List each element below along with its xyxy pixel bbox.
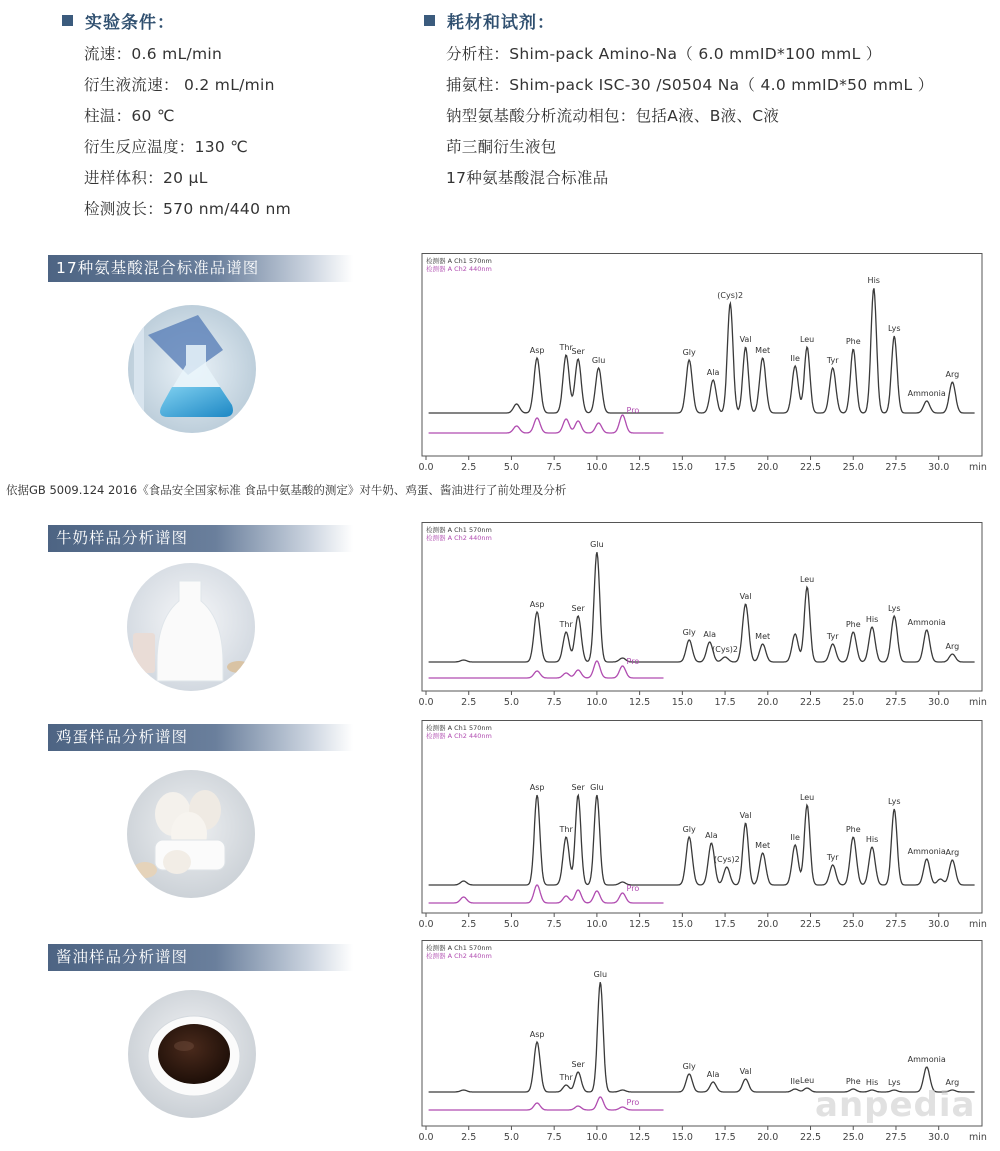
- peak-label: Ile: [790, 833, 800, 842]
- materials-heading: [424, 8, 934, 33]
- peak-label: Asp: [529, 346, 545, 355]
- x-tick-label: 5.0: [503, 462, 520, 473]
- x-tick-label: 20.0: [757, 462, 779, 473]
- material-trap-column: 捕氨柱：Shim-pack ISC-30 /S0504 Na（ 4.0 mmID*50 mmL ）: [446, 76, 934, 94]
- peak-label: Leu: [799, 793, 815, 802]
- peak-label-ch2: Pro: [626, 657, 640, 666]
- legend-ch2: 检测器 A Ch2 440nm: [426, 265, 492, 273]
- x-tick-label: 2.5: [461, 462, 477, 473]
- peak-label: Thr: [559, 620, 573, 629]
- x-tick-label: 17.5: [714, 697, 736, 708]
- x-tick-label: 30.0: [928, 697, 950, 708]
- peak-label: Thr: [559, 343, 573, 352]
- condition-deriv-flow: 衍生液流速： 0.2 mL/min: [84, 76, 275, 94]
- peak-label: Thr: [559, 825, 573, 834]
- flask-photo: [128, 305, 256, 433]
- conditions-list: [62, 39, 291, 225]
- peak-label: Lys: [887, 604, 901, 613]
- condition-column-temp: 柱温：60 ℃: [84, 107, 175, 125]
- peak-label: Lys: [887, 797, 901, 806]
- peak-label: Asp: [529, 783, 545, 792]
- legend-ch1: 检测器 A Ch1 570nm: [426, 257, 492, 265]
- condition-wavelength: 检测波长：570 nm/440 nm: [84, 200, 291, 218]
- peak-label: (Cys)2: [712, 645, 738, 654]
- peak-label: Ser: [571, 783, 585, 792]
- peak-label-ch2: Pro: [626, 1098, 640, 1107]
- milk-photo: [127, 563, 255, 691]
- peak-label: His: [865, 1078, 879, 1087]
- peak-label: Ala: [706, 368, 720, 377]
- peak-label: Ala: [706, 1070, 720, 1079]
- square-bullet-icon: [62, 15, 73, 26]
- chart-milk: [400, 522, 990, 710]
- x-tick-label: 25.0: [842, 462, 864, 473]
- x-tick-label: 2.5: [461, 1132, 477, 1143]
- peak-label: Gly: [682, 825, 696, 834]
- x-axis-unit: min: [969, 697, 987, 708]
- x-tick-label: 30.0: [928, 919, 950, 930]
- x-tick-label: 2.5: [461, 697, 477, 708]
- peak-label-ch2: Pro: [626, 884, 640, 893]
- trace-ch2-440nm: [429, 415, 664, 433]
- peak-label: Ser: [571, 604, 585, 613]
- peak-label: Arg: [945, 642, 960, 651]
- peak-label: His: [867, 276, 880, 285]
- x-tick-label: 27.5: [885, 1132, 907, 1143]
- peak-label: Thr: [559, 1073, 573, 1082]
- peak-label: Ile: [790, 1077, 800, 1086]
- x-tick-label: 7.5: [546, 919, 562, 930]
- x-tick-label: 0.0: [418, 462, 434, 473]
- x-tick-label: 10.0: [586, 697, 608, 708]
- peak-label: Phe: [845, 1077, 861, 1086]
- peak-label: Gly: [682, 628, 696, 637]
- peak-label: Glu: [590, 783, 604, 792]
- trace-ch1-570nm: [429, 982, 975, 1092]
- conditions-heading: [62, 8, 291, 33]
- trace-ch1-570nm: [429, 795, 975, 885]
- peak-label: Lys: [887, 324, 901, 333]
- x-tick-label: 17.5: [714, 1132, 736, 1143]
- peak-label: Ala: [705, 831, 718, 840]
- peak-label: Met: [755, 632, 771, 641]
- square-bullet-icon: [424, 15, 435, 26]
- x-tick-label: 10.0: [586, 919, 608, 930]
- x-tick-label: 22.5: [799, 919, 822, 930]
- peak-label: Glu: [591, 356, 606, 365]
- x-tick-label: 22.5: [799, 462, 822, 473]
- x-tick-label: 15.0: [671, 919, 693, 930]
- material-standard: 17种氨基酸混合标准品: [446, 169, 609, 187]
- condition-reaction-temp: 衍生反应温度：130 ℃: [84, 138, 249, 156]
- materials-list: [424, 39, 934, 194]
- peak-label: Val: [739, 592, 752, 601]
- peak-label: Leu: [799, 1076, 815, 1085]
- legend-ch2: 检测器 A Ch2 440nm: [426, 732, 492, 740]
- peak-label: Val: [739, 811, 752, 820]
- banner-soy-sauce: 酱油样品分析谱图: [48, 944, 353, 971]
- x-tick-label: 5.0: [503, 697, 520, 708]
- x-tick-label: 0.0: [418, 919, 434, 930]
- peak-label: (Cys)2: [717, 291, 744, 300]
- x-tick-label: 10.0: [586, 1132, 608, 1143]
- banner-egg: 鸡蛋样品分析谱图: [48, 724, 353, 751]
- x-tick-label: 15.0: [671, 462, 693, 473]
- legend-ch1: 检测器 A Ch1 570nm: [426, 724, 492, 732]
- x-tick-label: 2.5: [461, 919, 477, 930]
- peak-label: Val: [739, 335, 752, 344]
- peak-label: Asp: [529, 600, 545, 609]
- x-tick-label: 30.0: [928, 1132, 950, 1143]
- x-tick-label: 7.5: [546, 697, 562, 708]
- x-tick-label: 5.0: [503, 1132, 520, 1143]
- peak-label: Val: [739, 1067, 752, 1076]
- trace-ch1-570nm: [429, 288, 975, 413]
- chart-egg: [400, 720, 990, 932]
- x-tick-label: 10.0: [586, 462, 608, 473]
- peak-label: Ser: [571, 1060, 585, 1069]
- peak-label: Ammonia: [907, 847, 946, 856]
- x-tick-label: 7.5: [546, 462, 562, 473]
- peak-label: Glu: [590, 540, 604, 549]
- soy-sauce-photo: [128, 990, 256, 1118]
- x-tick-label: 27.5: [885, 462, 907, 473]
- peak-label: (Cys)2: [713, 855, 740, 864]
- watermark-logo: anpedia: [815, 1085, 976, 1125]
- x-tick-label: 7.5: [546, 1132, 562, 1143]
- condition-injection-volume: 进样体积：20 μL: [84, 169, 208, 187]
- banner-milk: 牛奶样品分析谱图: [48, 525, 353, 552]
- peak-label: Lys: [887, 1078, 901, 1087]
- peak-label: Glu: [593, 970, 608, 979]
- x-tick-label: 20.0: [757, 919, 779, 930]
- peak-label: His: [865, 615, 879, 624]
- peak-label: Asp: [529, 1030, 545, 1039]
- x-tick-label: 15.0: [671, 1132, 693, 1143]
- x-tick-label: 22.5: [799, 697, 822, 708]
- peak-label: Ammonia: [907, 389, 946, 398]
- peak-label: Arg: [945, 370, 960, 379]
- x-axis-unit: min: [969, 462, 987, 473]
- peak-label: Leu: [799, 335, 815, 344]
- peak-label: Ammonia: [907, 1055, 946, 1064]
- legend-ch1: 检测器 A Ch1 570nm: [426, 526, 492, 534]
- material-ninhydrin: 茚三酮衍生液包: [446, 138, 557, 156]
- x-tick-label: 30.0: [928, 462, 950, 473]
- plot-frame: [422, 254, 982, 457]
- material-mobile-phase: 钠型氨基酸分析流动相包：包括A液、B液、C液: [446, 107, 780, 125]
- peak-label: Ile: [790, 354, 800, 363]
- peak-label: Ser: [571, 347, 585, 356]
- x-tick-label: 12.5: [629, 1132, 651, 1143]
- peak-label: Tyr: [826, 632, 839, 641]
- chart-standard: [400, 253, 990, 475]
- method-note: 依据GB 5009.124 2016《食品安全国家标准 食品中氨基酸的测定》对牛奶、鸡蛋、酱油进行了前处理及分析: [6, 483, 567, 497]
- peak-label: Met: [755, 346, 771, 355]
- materials-section: [424, 8, 934, 194]
- conditions-section: [62, 8, 291, 225]
- x-tick-label: 20.0: [757, 697, 779, 708]
- x-tick-label: 25.0: [842, 1132, 864, 1143]
- legend-ch2: 检测器 A Ch2 440nm: [426, 952, 492, 960]
- x-tick-label: 12.5: [629, 697, 651, 708]
- x-tick-label: 27.5: [885, 919, 907, 930]
- peak-label: Phe: [845, 620, 861, 629]
- x-tick-label: 0.0: [418, 697, 434, 708]
- legend-ch2: 检测器 A Ch2 440nm: [426, 534, 492, 542]
- peak-label-ch2: Pro: [626, 406, 640, 415]
- peak-label: Phe: [845, 825, 861, 834]
- x-tick-label: 12.5: [629, 462, 651, 473]
- peak-label: Ammonia: [907, 618, 946, 627]
- peak-label: Arg: [945, 1078, 960, 1087]
- x-tick-label: 15.0: [671, 697, 693, 708]
- x-tick-label: 20.0: [757, 1132, 779, 1143]
- x-tick-label: 17.5: [714, 919, 736, 930]
- x-tick-label: 5.0: [503, 919, 520, 930]
- banner-standard: 17种氨基酸混合标准品谱图: [48, 255, 353, 282]
- condition-flow-rate: 流速：0.6 mL/min: [84, 45, 223, 63]
- x-axis-unit: min: [969, 919, 987, 930]
- x-tick-label: 25.0: [842, 697, 864, 708]
- peak-label: Phe: [845, 337, 861, 346]
- peak-label: Tyr: [826, 853, 839, 862]
- x-tick-label: 22.5: [799, 1132, 822, 1143]
- x-axis-unit: min: [969, 1132, 987, 1143]
- x-tick-label: 12.5: [629, 919, 651, 930]
- peak-label: Leu: [799, 575, 815, 584]
- egg-photo: [127, 770, 255, 898]
- material-analysis-column: 分析柱：Shim-pack Amino-Na（ 6.0 mmID*100 mmL ）: [446, 45, 882, 63]
- x-tick-label: 0.0: [418, 1132, 434, 1143]
- peak-label: Ala: [703, 630, 716, 639]
- peak-label: His: [865, 835, 879, 844]
- x-tick-label: 25.0: [842, 919, 864, 930]
- peak-label: Gly: [682, 348, 696, 357]
- conditions-title: 实验条件：: [85, 13, 175, 33]
- peak-label: Gly: [682, 1062, 696, 1071]
- peak-label: Arg: [945, 848, 960, 857]
- materials-title: 耗材和试剂：: [447, 13, 555, 33]
- x-tick-label: 27.5: [885, 697, 907, 708]
- peak-label: Tyr: [826, 356, 839, 365]
- peak-label: Met: [755, 841, 771, 850]
- legend-ch1: 检测器 A Ch1 570nm: [426, 944, 492, 952]
- x-tick-label: 17.5: [714, 462, 736, 473]
